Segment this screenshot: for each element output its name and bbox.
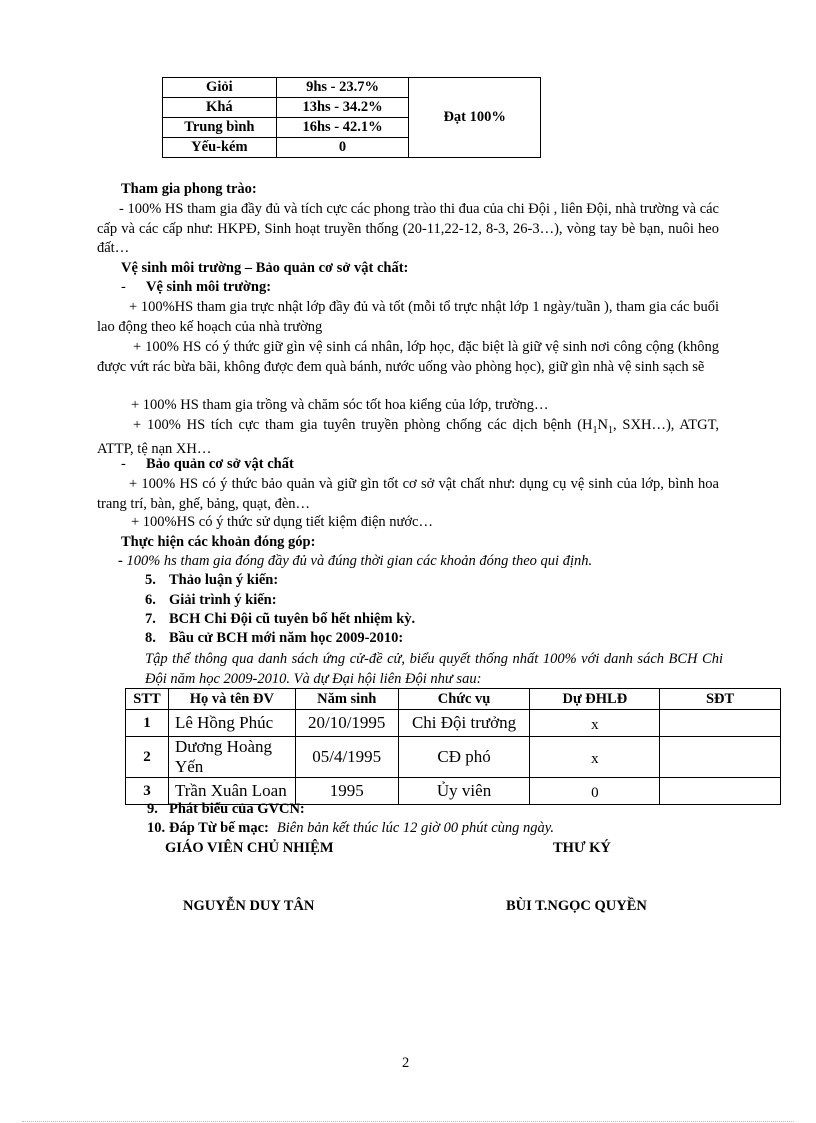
table-cell: 05/4/1995 — [295, 737, 398, 778]
phong-trao-paragraph: - 100% HS tham gia đầy đủ và tích cực các phong trào thi đua của chi Đội , liên Đội, nhà trường và các cấp và các cấp như: HKPĐ, Sinh hoạt truyền thống (20-11,22-12, 8-3, 26-3…), vòng tay bè bạn, nuôi heo đất… — [97, 201, 719, 256]
signature-left-title: GIÁO VIÊN CHỦ NHIỆM — [165, 840, 334, 856]
ve-sinh-item-4-text: N — [597, 417, 609, 433]
item-text: Biên bản kết thúc lúc 12 giờ 00 phút cùng ngày. — [276, 820, 555, 836]
column-header: Dự ĐHLĐ — [530, 689, 660, 710]
bullet-dash: - — [121, 279, 126, 295]
table-cell: x — [530, 710, 660, 737]
table-cell: 0 — [530, 778, 660, 805]
grade-label: Yếu-kém — [163, 138, 277, 158]
ve-sinh-item-1: + 100%HS tham gia trực nhật lớp đầy đủ và tốt (mỗi tổ trực nhật lớp 1 ngày/tuần ), tham gia các buổi lao động theo kế hoạch của nhà trường — [97, 299, 719, 335]
item-label: Đáp Từ bế mạc: — [169, 820, 269, 836]
item-number: 8. — [145, 630, 156, 646]
table-cell: CĐ phó — [398, 737, 530, 778]
column-header: SĐT — [660, 689, 781, 710]
table-cell: Trần Xuân Loan — [168, 778, 295, 805]
grade-value: 16hs - 42.1% — [276, 118, 409, 138]
table-cell: 20/10/1995 — [295, 710, 398, 737]
numbered-item-10 — [147, 820, 554, 837]
signature-right-name: BÙI T.NGỌC QUYỀN — [506, 898, 647, 914]
table-row — [126, 710, 781, 737]
column-header: Năm sinh — [295, 689, 398, 710]
members-table — [125, 688, 781, 805]
table-cell — [660, 737, 781, 778]
item-text: Thảo luận ý kiến: — [169, 572, 279, 588]
table-header-row — [126, 689, 781, 710]
ve-sinh-item-4 — [97, 416, 719, 460]
item-number: 7. — [145, 611, 156, 627]
item-number: 5. — [145, 572, 156, 588]
subscript: 1 — [608, 424, 614, 436]
ve-sinh-item-3: + 100% HS tham gia trồng và chăm sóc tốt hoa kiểng của lớp, trường… — [131, 397, 549, 413]
signature-left-name: NGUYỄN DUY TÂN — [183, 898, 315, 914]
column-header: STT — [126, 689, 169, 710]
table-cell: 2 — [126, 737, 169, 778]
bao-quan-item-2: + 100%HS có ý thức sử dụng tiết kiệm điện nước… — [131, 514, 433, 530]
table-cell: Lê Hồng Phúc — [168, 710, 295, 737]
numbered-item-8 — [145, 630, 403, 647]
table-cell: 1 — [126, 710, 169, 737]
subheading-bao-quan: Bảo quản cơ sở vật chất — [146, 456, 294, 472]
grade-label: Trung bình — [163, 118, 277, 138]
ve-sinh-item-4-text: , SXH…), ATGT, ATTP, tệ nạn XH… — [97, 417, 719, 458]
item-text: BCH Chi Đội cũ tuyên bố hết nhiệm kỳ. — [169, 611, 416, 627]
numbered-item-7 — [145, 611, 415, 628]
item-text: Giải trình ý kiến: — [169, 592, 277, 608]
item-number: 6. — [145, 592, 156, 608]
grade-value: 9hs - 23.7% — [276, 78, 409, 98]
grade-label: Khá — [163, 98, 277, 118]
page-number: 2 — [402, 1055, 410, 1071]
table-cell: 3 — [126, 778, 169, 805]
table-cell: 1995 — [295, 778, 398, 805]
ve-sinh-item-4-text: + 100% HS tích cực tham gia tuyên truyền phòng chống các dịch bệnh (H — [133, 417, 593, 433]
dong-gop-line: 100% hs tham gia đóng đầy đủ và đúng thời gian các khoản đóng theo qui định. — [122, 553, 593, 569]
signature-right-title: THƯ KÝ — [553, 840, 611, 856]
dong-gop-text — [118, 553, 592, 570]
numbered-item-5 — [145, 572, 278, 589]
section-heading-dong-gop: Thực hiện các khoản đóng góp: — [121, 534, 316, 550]
table-cell: Dương Hoàng Yến — [168, 737, 295, 778]
section-heading-phong-trao: Tham gia phong trào: — [121, 181, 257, 197]
table-cell — [660, 778, 781, 805]
item-text: Phát biểu của GVCN: — [169, 801, 305, 817]
numbered-item-9 — [147, 801, 305, 818]
table-cell — [660, 710, 781, 737]
subscript: 1 — [592, 424, 598, 436]
grade-table — [162, 77, 541, 158]
table-cell: Chi Đội trưởng — [398, 710, 530, 737]
item-text: Bầu cử BCH mới năm học 2009-2010: — [169, 630, 404, 646]
grade-value: 13hs - 34.2% — [276, 98, 409, 118]
bullet-dash: - — [121, 456, 126, 472]
column-header: Họ và tên ĐV — [168, 689, 295, 710]
column-header: Chức vụ — [398, 689, 530, 710]
bao-quan-item-1: + 100% HS có ý thức bảo quản và giữ gìn tốt cơ sở vật chất như: dụng cụ vệ sinh của lớp, bình hoa trang trí, bàn, ghế, bảng, quạt, đèn… — [97, 476, 719, 512]
subheading-ve-sinh: Vệ sinh môi trường: — [146, 279, 272, 295]
item-number: 9. — [147, 801, 158, 817]
item-number: 10. — [147, 820, 166, 836]
grade-result: Đạt 100% — [409, 78, 541, 158]
bullet-dash: - — [118, 553, 123, 569]
numbered-item-6 — [145, 592, 277, 609]
page-edge-divider — [22, 1121, 794, 1122]
table-row — [126, 737, 781, 778]
section-heading-ve-sinh: Vệ sinh môi trường – Bảo quản cơ sở vật chất: — [121, 260, 409, 276]
ve-sinh-item-2: + 100% HS có ý thức giữ gìn vệ sinh cá nhân, lớp học, đặc biệt là giữ vệ sinh nơi công cộng (không được vứt rác bừa bãi, không được đem quà bánh, nước uống vào phòng học), giữ gìn nhà vệ sinh sạch sẽ — [97, 339, 719, 375]
table-row — [163, 78, 541, 98]
grade-label: Giỏi — [163, 78, 277, 98]
table-cell: x — [530, 737, 660, 778]
grade-value: 0 — [276, 138, 409, 158]
table-cell: Ủy viên — [398, 778, 530, 805]
election-text: Tập thể thông qua danh sách ứng cử-đề cử, biểu quyết thống nhất 100% với danh sách BCH Chi Đội năm học 2009-2010. Và dự Đại hội liên Đội như sau: — [145, 651, 723, 687]
